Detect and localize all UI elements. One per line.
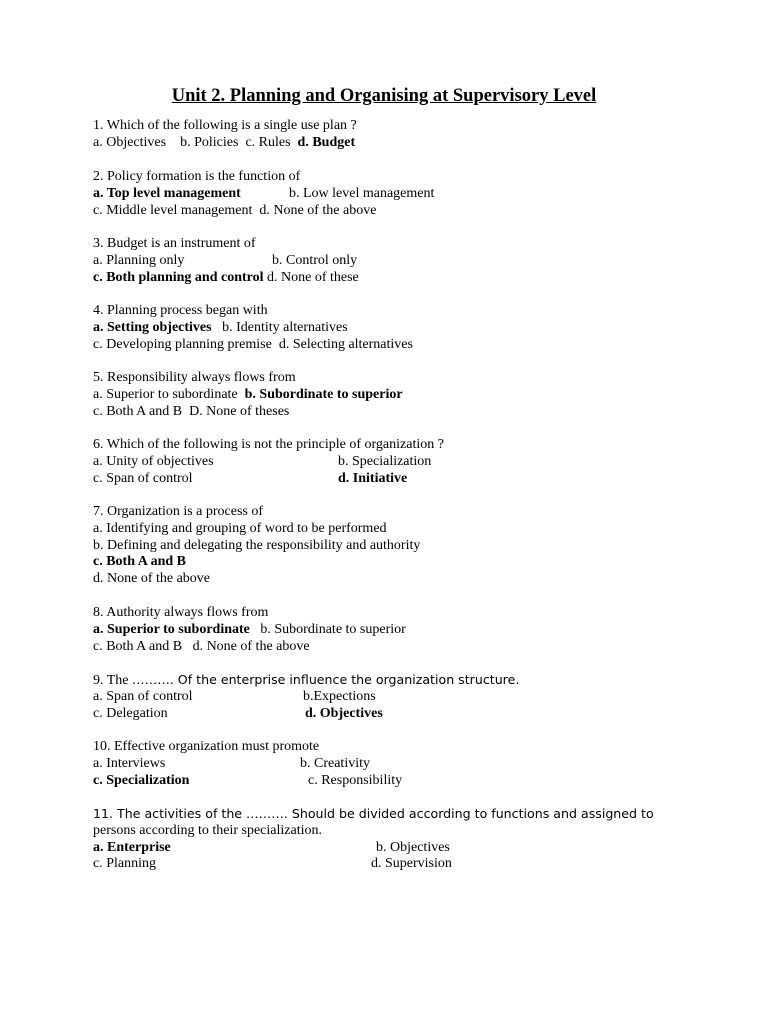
option-c-answer: c. Both planning and control <box>93 269 264 285</box>
option-b: b. Creativity <box>300 755 370 771</box>
question-1 <box>93 118 357 152</box>
option-d: d. None of the above <box>93 571 211 587</box>
option-a: a. Superior to subordinate <box>93 386 238 402</box>
page-title: Unit 2. Planning and Organising at Supervisory Level <box>171 86 597 106</box>
option-d: c. Responsibility <box>308 772 403 788</box>
question-text: 5. Responsibility always flows from <box>93 370 296 385</box>
option-a: a. Span of control <box>93 688 193 704</box>
option-d-answer: d. Budget <box>297 134 356 150</box>
question-text: 1. Which of the following is a single use plan ? <box>93 118 357 133</box>
question-text: 10. Effective organization must promote <box>93 739 320 754</box>
option-a: a. Interviews <box>93 755 166 771</box>
question-10 <box>93 739 403 789</box>
option-a-answer: a. Top level management <box>93 185 241 201</box>
option-b: b. Specialization <box>338 453 432 469</box>
option-c-answer: c. Specialization <box>93 772 190 788</box>
option-c: c. Rules <box>245 134 291 150</box>
option-d: d. None of these <box>267 269 359 285</box>
option-a: a. Unity of objectives <box>93 453 214 469</box>
question-5 <box>93 370 403 420</box>
question-4 <box>93 303 413 353</box>
option-c: c. Developing planning premise <box>93 336 272 352</box>
option-a: a. Planning only <box>93 252 185 268</box>
question-8 <box>93 605 406 655</box>
question-text: 6. Which of the following is not the principle of organization ? <box>93 437 444 452</box>
option-b: b. Identity alternatives <box>222 319 348 335</box>
option-a-answer: a. Superior to subordinate <box>93 621 250 637</box>
option-d: D. None of theses <box>189 403 290 419</box>
question-11 <box>93 806 654 873</box>
option-b: b. Policies <box>180 134 239 150</box>
option-a-answer: a. Setting objectives <box>93 319 212 335</box>
option-b: b. Objectives <box>376 839 450 855</box>
option-b-answer: b. Subordinate to superior <box>244 386 403 402</box>
question-2 <box>93 169 435 219</box>
option-b: b. Defining and delegating the responsibility and authority <box>93 537 421 553</box>
option-d-answer: d. Objectives <box>305 705 383 721</box>
question-7 <box>93 504 420 588</box>
option-d: d. None of the above <box>259 202 377 218</box>
question-text: 4. Planning process began with <box>93 303 268 318</box>
question-text: 2. Policy formation is the function of <box>93 169 301 184</box>
option-c-answer: c. Both A and B <box>93 554 186 570</box>
question-text-rest: ………. Of the enterprise influence the organization structure. <box>132 672 520 687</box>
question-9 <box>93 672 519 722</box>
option-a: a. Objectives <box>93 134 167 150</box>
question-text-prefix: 9. The <box>93 673 133 688</box>
question-text: 7. Organization is a process of <box>93 504 264 519</box>
question-3 <box>93 236 359 286</box>
question-text-line-1: 11. The activities of the ………. Should be divided according to functions and assigned to <box>93 806 654 821</box>
question-text: 8. Authority always flows from <box>93 605 269 620</box>
option-c: c. Delegation <box>93 705 168 721</box>
option-c: c. Both A and B <box>93 638 183 654</box>
question-text: 3. Budget is an instrument of <box>93 236 256 251</box>
option-c: c. Planning <box>93 856 156 872</box>
option-c: c. Middle level management <box>93 202 253 218</box>
option-d: d. Supervision <box>371 856 452 872</box>
option-c: c. Both A and B <box>93 403 183 419</box>
option-c: c. Span of control <box>93 470 193 486</box>
option-d-answer: d. Initiative <box>338 470 408 486</box>
option-b: b. Control only <box>272 252 358 268</box>
question-6 <box>93 437 444 487</box>
option-b: b. Low level management <box>289 185 435 201</box>
option-b: b. Subordinate to superior <box>260 621 406 637</box>
option-d: d. None of the above <box>192 638 310 654</box>
question-text-line-2: persons according to their specialization. <box>93 822 322 838</box>
option-a: a. Identifying and grouping of word to be performed <box>93 520 387 536</box>
option-b: b.Expections <box>303 688 376 704</box>
option-d: d. Selecting alternatives <box>278 336 413 352</box>
option-a-answer: a. Enterprise <box>93 839 171 855</box>
